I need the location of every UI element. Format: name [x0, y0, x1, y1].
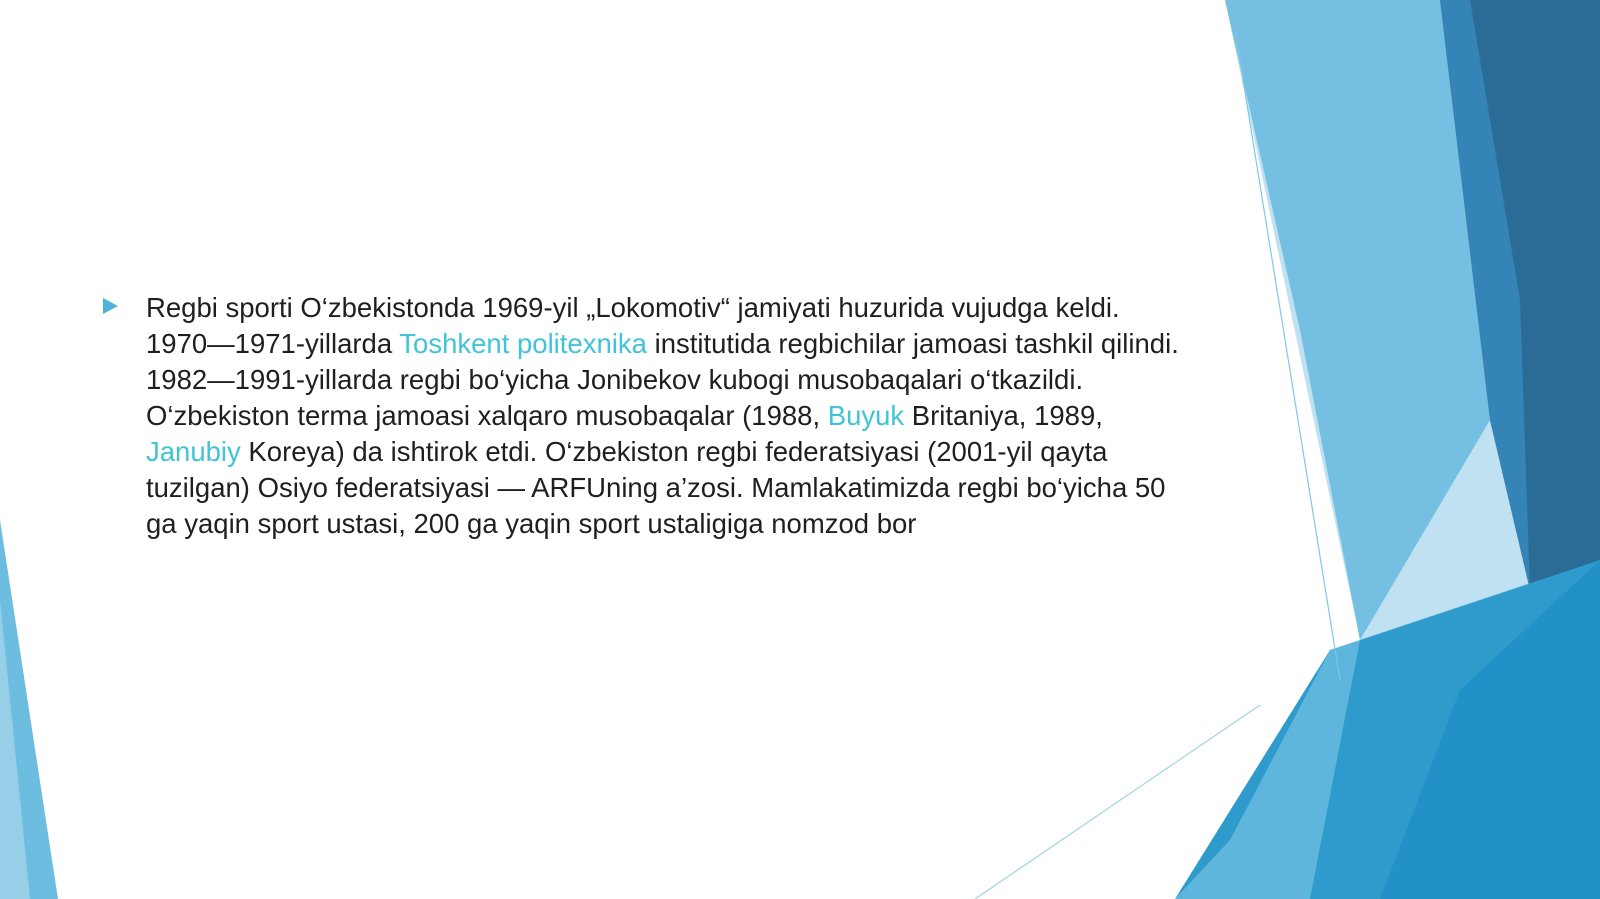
hyperlink[interactable]: Toshkent politexnika	[399, 328, 647, 359]
triangle-bullet-icon	[100, 290, 146, 321]
text-segment: institutida regbichilar jamoasi tashkil qilindi. 1982—1991-yillarda regbi bo‘yicha Jonibekov kubogi musobaqalari o‘tkazildi. O‘zbekiston terma jamoasi xalqaro musobaqalar (1988,	[146, 328, 1179, 431]
hyperlink[interactable]: Buyuk	[827, 400, 905, 431]
bullet-item	[100, 290, 1180, 542]
text-segment: Regbi sporti O‘zbekistonda 1969-yil „Lokomotiv“ jamiyati huzurida vujudga keldi. 1970—1971-yillarda	[146, 292, 1120, 359]
content-area	[100, 290, 1180, 542]
text-segment: Koreya) da ishtirok etdi. O‘zbekiston regbi federatsiyasi (2001-yil qayta tuzilgan) Osiyo federatsiyasi — ARFUning a’zosi. Mamlakatimizda regbi bo‘yicha 50 ga yaqin sport ustasi, 200 ga yaqin sport ustaligiga nomzod bor	[146, 436, 1166, 539]
text-segment: Britaniya, 1989,	[904, 400, 1103, 431]
hyperlink[interactable]: Janubiy	[146, 436, 241, 467]
body-paragraph	[146, 290, 1180, 542]
